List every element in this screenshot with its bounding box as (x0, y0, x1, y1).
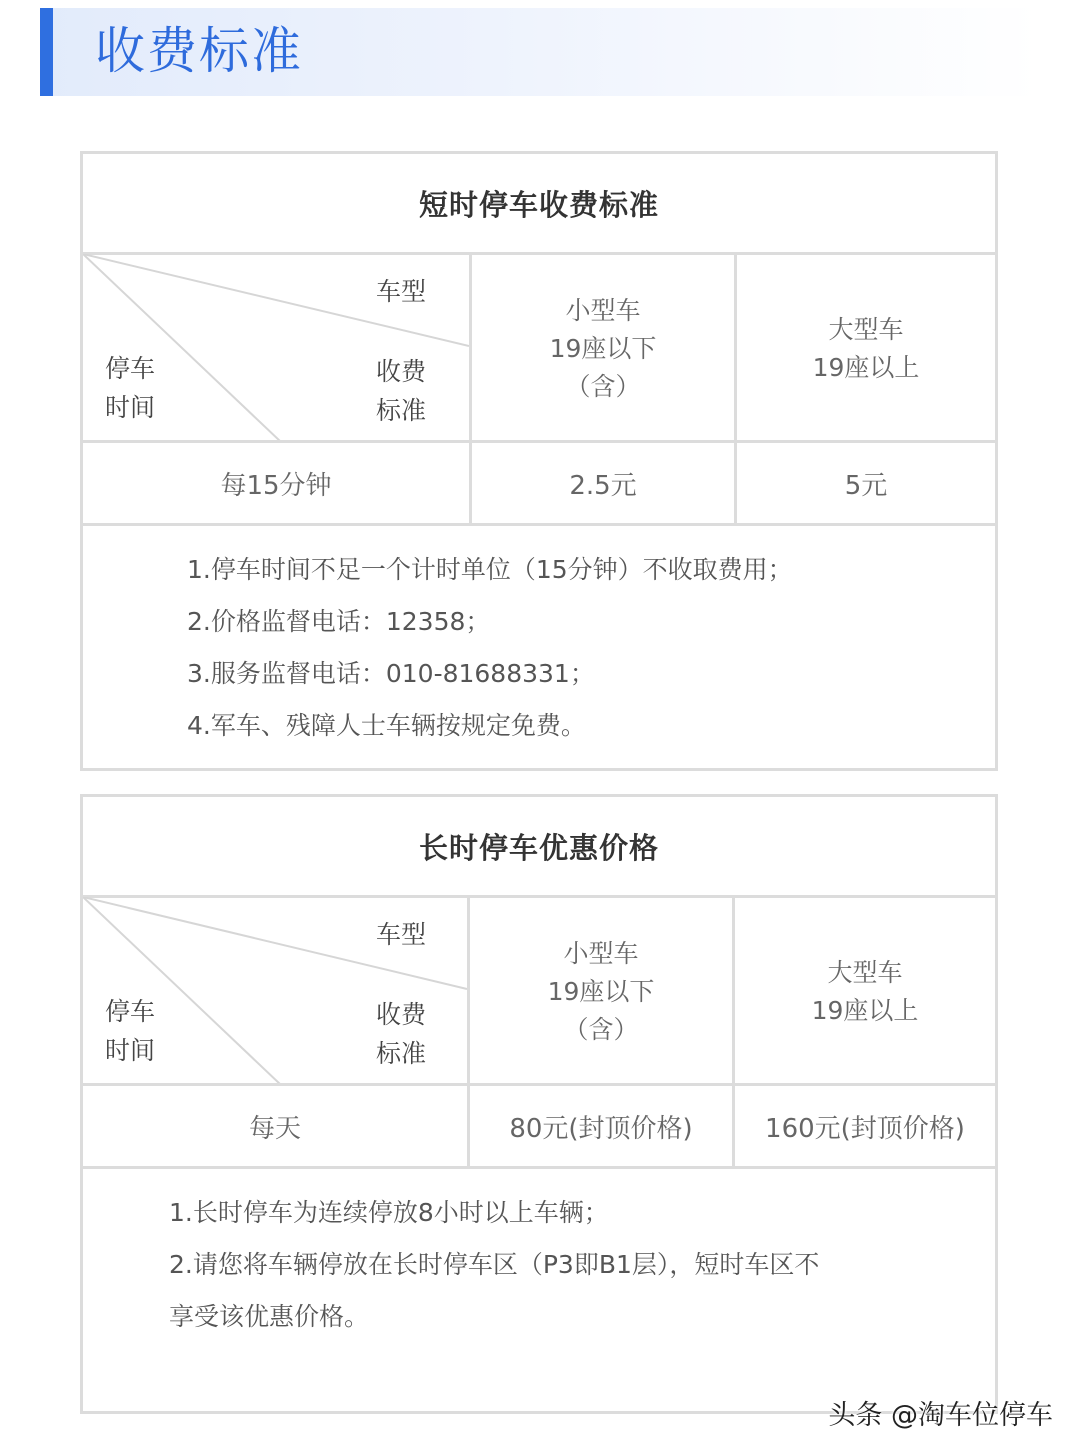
notes-list (187, 544, 793, 752)
corner-label-fee-1: 收费 (376, 1000, 427, 1029)
table-title: 长时停车优惠价格 (418, 830, 659, 865)
corner-label-time-2: 时间 (105, 393, 156, 422)
note-item: 2.价格监督电话：12358； (187, 607, 491, 636)
short-term-fee-table (80, 151, 998, 771)
divider (83, 1166, 995, 1169)
large-car-header (735, 898, 995, 1085)
small-car-price: 80元(封顶价格) (509, 1113, 693, 1144)
small-car-name: 小型车 (565, 295, 641, 325)
table-title: 短时停车收费标准 (418, 187, 659, 222)
small-car-price: 2.5元 (569, 470, 637, 501)
notes-list (169, 1187, 819, 1343)
corner-header-cell (83, 254, 469, 442)
corner-label-vehicle-type: 车型 (376, 920, 427, 949)
corner-label-vehicle-type: 车型 (376, 277, 427, 306)
period-cell: 每15分钟 (220, 470, 332, 501)
small-car-seats: 19座以下 (547, 976, 655, 1006)
small-car-inclusive: （含） (563, 1014, 639, 1044)
corner-label-fee-2: 标准 (376, 396, 427, 425)
small-car-name: 小型车 (563, 938, 639, 968)
small-car-seats: 19座以下 (549, 333, 657, 363)
large-car-header (737, 255, 995, 442)
note-item: 3.服务监督电话：010-81688331； (187, 659, 595, 688)
corner-label-fee-2: 标准 (376, 1039, 427, 1068)
header-accent-bar (40, 8, 53, 96)
section-header (40, 8, 1040, 96)
corner-header-cell (83, 897, 469, 1085)
note-item: 1.长时停车为连续停放8小时以上车辆； (169, 1198, 609, 1227)
large-car-name: 大型车 (828, 314, 904, 344)
note-item: 2.请您将车辆停放在长时停车区（P3即B1层），短时车区不 (169, 1250, 820, 1279)
large-car-name: 大型车 (827, 957, 903, 987)
long-term-discount-table (80, 794, 998, 1414)
period-cell: 每天 (248, 1113, 301, 1144)
page-title: 收费标准 (95, 22, 303, 80)
corner-label-time-1: 停车 (105, 997, 156, 1026)
corner-label-fee-1: 收费 (376, 357, 427, 386)
note-item: 4.军车、残障人士车辆按规定免费。 (187, 711, 586, 740)
note-item: 享受该优惠价格。 (169, 1302, 370, 1331)
large-car-seats: 19座以上 (812, 352, 920, 382)
watermark: 头条 @淘车位停车 (828, 1400, 1053, 1431)
large-car-price: 5元 (844, 470, 888, 501)
small-car-inclusive: （含） (565, 371, 641, 401)
large-car-price: 160元(封顶价格) (765, 1113, 965, 1144)
divider (83, 523, 995, 526)
corner-label-time-1: 停车 (105, 354, 156, 383)
large-car-seats: 19座以上 (811, 995, 919, 1025)
corner-label-time-2: 时间 (105, 1036, 156, 1065)
small-car-header (470, 898, 732, 1085)
note-item: 1.停车时间不足一个计时单位（15分钟）不收取费用； (187, 555, 793, 584)
small-car-header (472, 255, 734, 442)
